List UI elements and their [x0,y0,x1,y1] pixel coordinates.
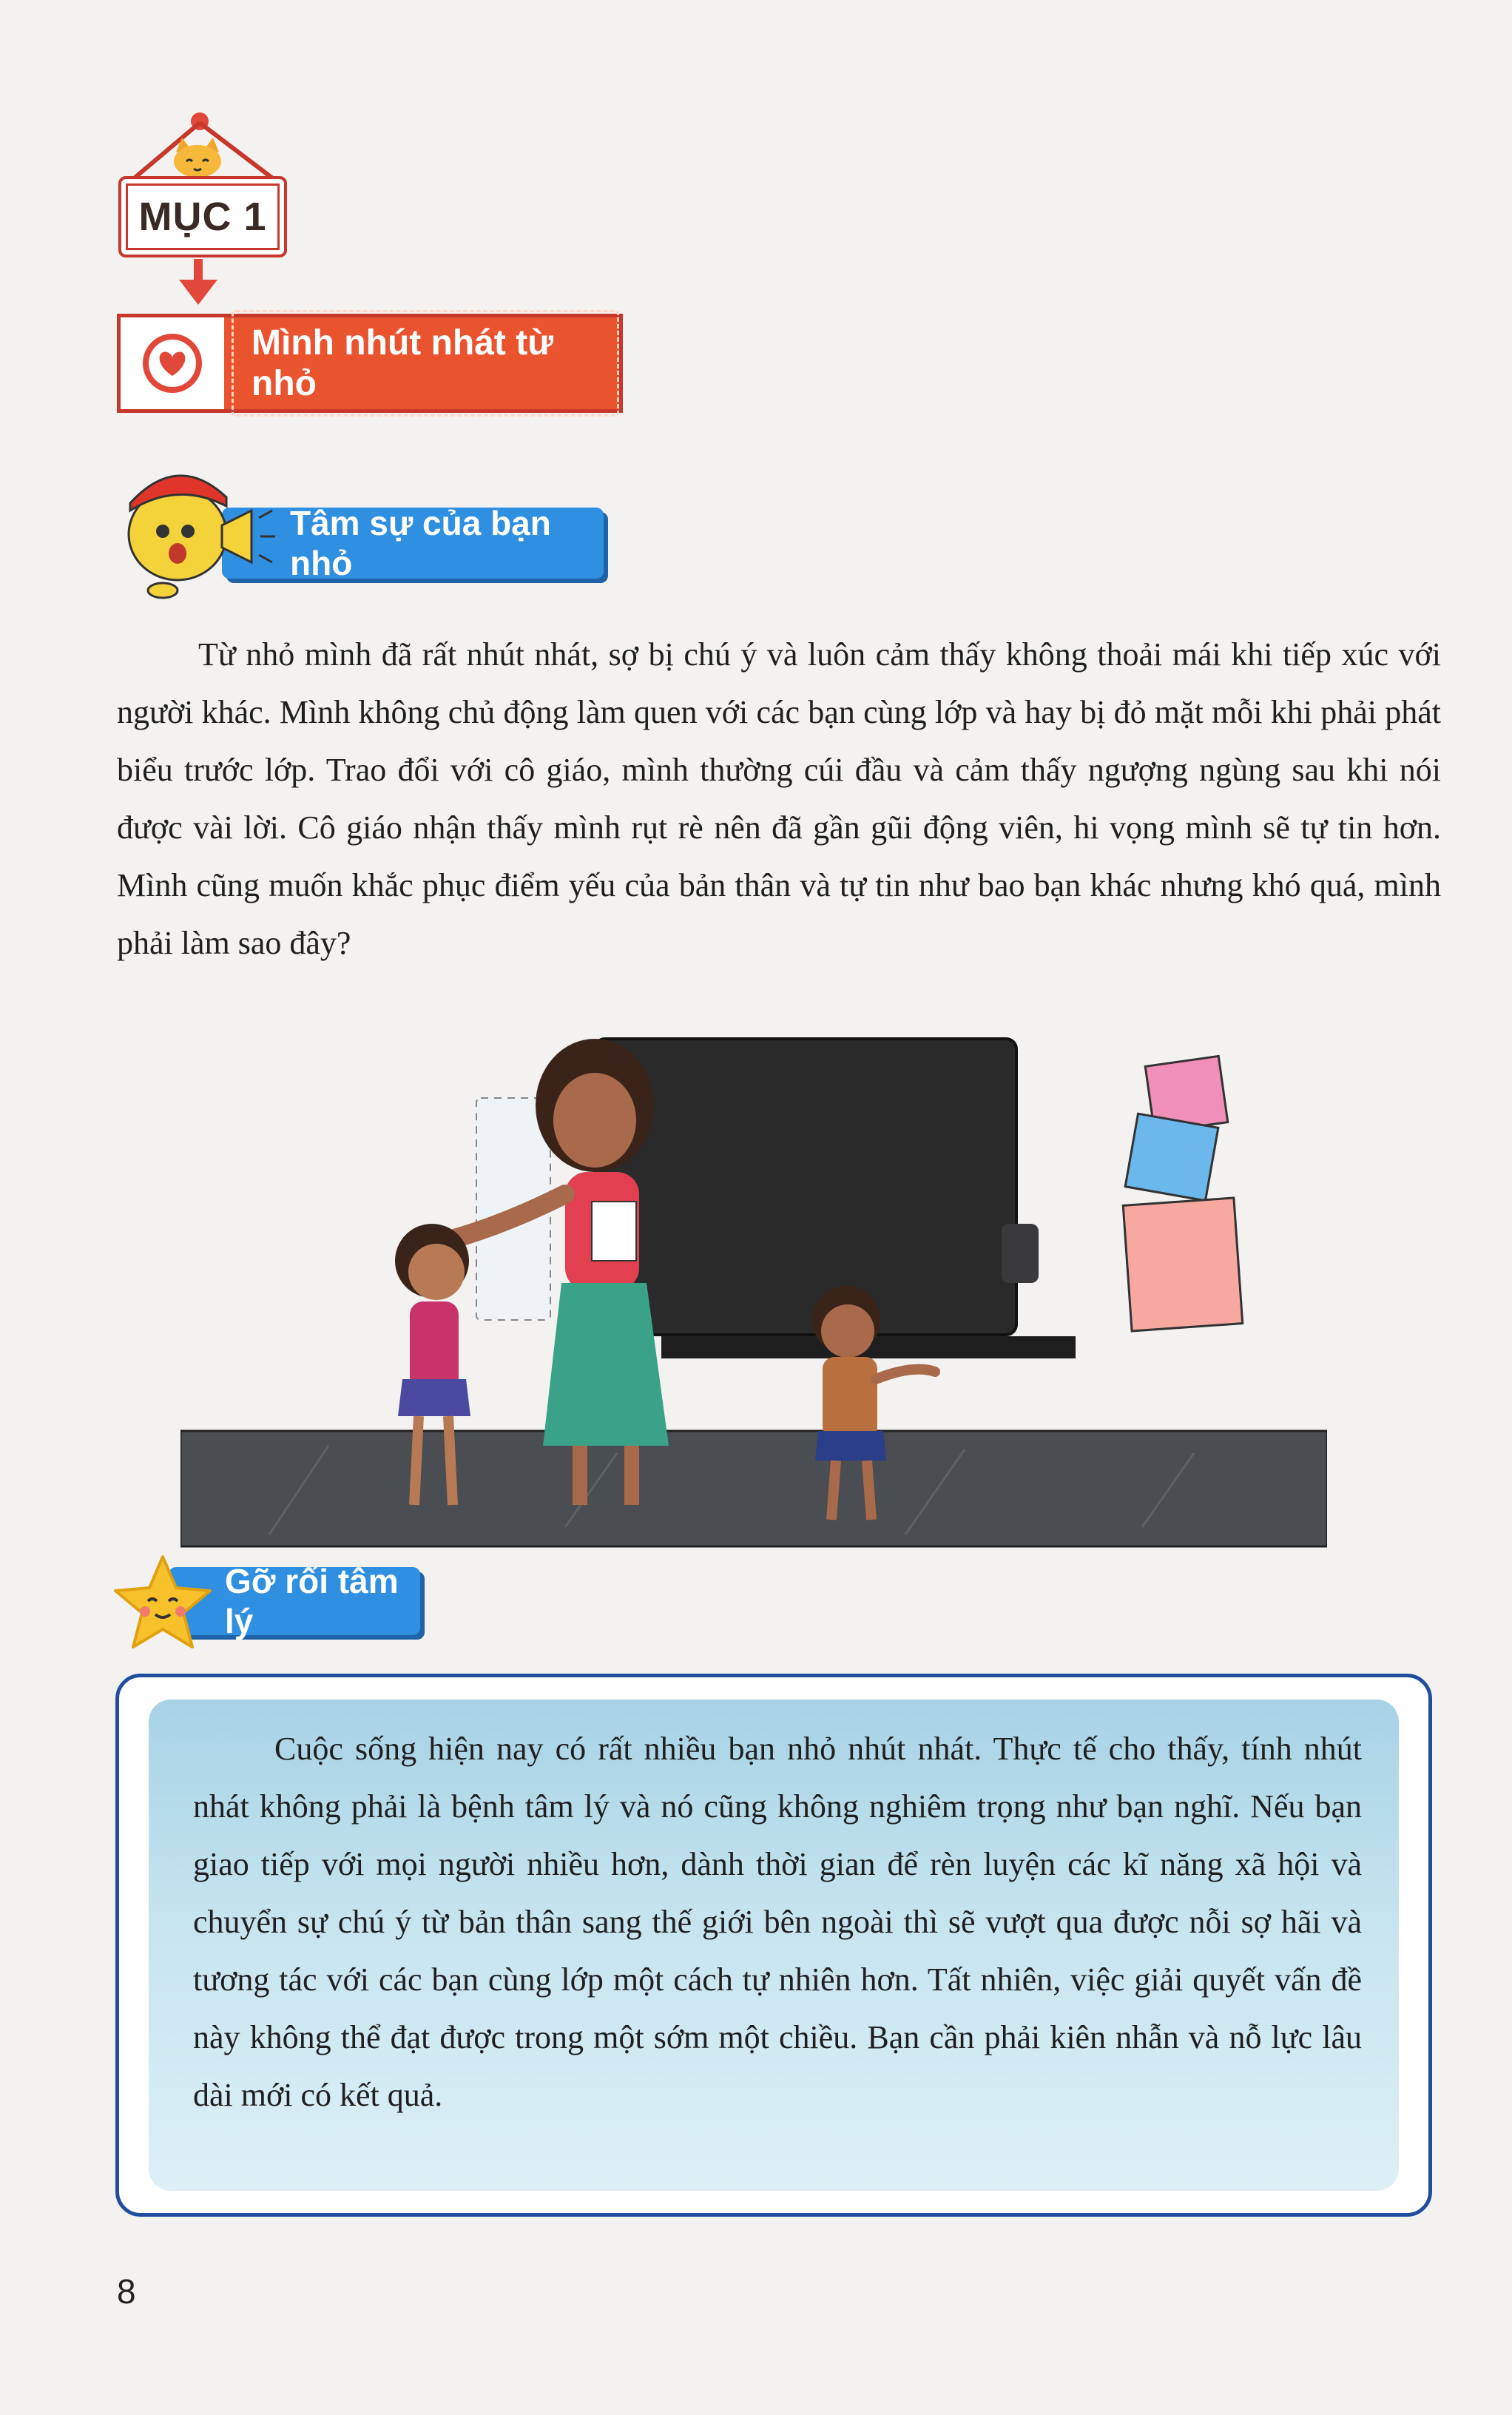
page-number: 8 [117,2272,136,2311]
heart-circle-icon [139,330,206,397]
megaphone-mascot-icon [111,451,281,599]
star-mascot-icon [111,1552,215,1653]
title-text-cell [224,317,619,409]
cat-mascot-icon [170,136,225,178]
arrow-down-icon [176,259,220,308]
section-number-label: MỤC 1 [138,195,267,239]
advice-text-block [193,1720,1362,2124]
advice-paragraph: Cuộc sống hiện nay có rất nhiều bạn nhỏ nhút nhát. Thực tế cho thấy, tính nhút nhát không phải là bệnh tâm lý và nó cũng không nghiêm trọng như bạn nghĩ. Nếu bạn giao tiếp với mọi người nhiều hơn, dành thời gian để rèn luyện các kĩ năng xã hội và chuyển sự chú ý từ bản thân sang thế giới bên ngoài thì sẽ vượt qua được nỗi sợ hãi và tương tác với các bạn cùng lớp một cách tự nhiên hơn. Tất nhiên, việc giải quyết vấn đề này không thể đạt được trong một sớm một chiều. Bạn cần phải kiên nhẫn và nỗ lực lâu dài mới có kết quả. [193,1731,1362,2113]
advice-header-label: Gỡ rối tâm lý [225,1562,399,1640]
confession-paragraph: Từ nhỏ mình đã rất nhút nhát, sợ bị chú ý và luôn cảm thấy không thoải mái khi tiếp xúc với người khác. Mình không chủ động làm quen với các bạn cùng lớp và hay bị đỏ mặt mỗi khi phải phát biểu trước lớp. Trao đổi với cô giáo, mình thường cúi đầu và cảm thấy ngượng ngùng sau khi nói được vài lời. Cô giáo nhận thấy mình rụt rè nên đã gần gũi động viên, hi vọng mình sẽ tự tin hơn. Mình cũng muốn khắc phục điểm yếu của bản thân và tự tin như bao bạn khác nhưng khó quá, mình phải làm sao đây? [117,636,1441,961]
classroom-illustration [180,1017,1327,1549]
section-number-sign [118,176,287,257]
advice-box [115,1674,1432,2217]
confession-header-label: Tâm sự của bạn nhỏ [290,504,551,582]
title-text-frame [232,310,619,417]
confession-text-block [117,626,1441,972]
title-icon-cell [121,317,224,409]
section-title: Mình nhút nhát từ nhỏ [252,323,553,403]
section-title-bar [117,314,623,413]
